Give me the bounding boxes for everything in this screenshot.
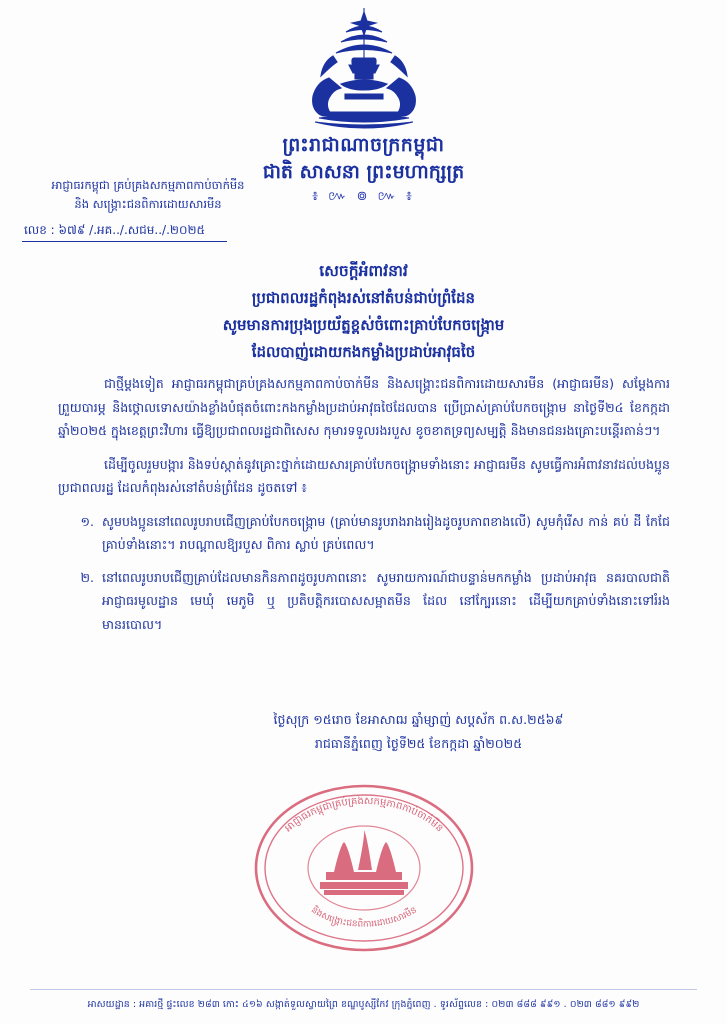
issuer-line-1: អាជ្ញាធរកម្ពុជា គ្រប់គ្រងសកម្មភាពកាប់ចាក់មីន	[51, 178, 245, 192]
appeal-list	[58, 510, 670, 637]
body-paragraph-2: ដើម្បីចូលរួមបង្ការ និងទប់ស្កាត់នូវគ្រោះថ្នាក់ដោយសារគ្រាប់បែកចង្រ្កោមទាំងនោះ អាជ្ញាធរមីន សូមធ្វើការអំពាវនាវដល់បងប្អូនប្រជាពលរដ្ឋ ដែលកំពុងរស់នៅតំបន់ព្រំដែន ដូចតទៅ ៖	[58, 456, 670, 495]
title-line-4: ដែលបាញ់ដោយកងកម្លាំងប្រដាប់អាវុធថៃ	[251, 343, 476, 361]
seal-top-text: អាជ្ញាធរកម្ពុជាគ្រប់គ្រងសកម្មភាពកាប់ចាក់មីន	[282, 795, 445, 835]
list-item-number: ១.	[80, 513, 94, 529]
issuer-underline	[22, 241, 227, 242]
list-item	[58, 510, 670, 557]
seal-bottom-text: និងសង្គ្រោះជនពិការដោយសារមីន	[308, 905, 419, 930]
list-item-text: សូមបងប្អូននៅពេលរូបរាបជើញគ្រាប់បែកចង្រ្កោម (គ្រាប់មានរូបរាងរាងរៀងដូចរូបភាពខាងលើ) សូមកុំរើស កាន់ គប់ ដី កែជែ គ្រាប់ទាំងនោះ។ រាបណ្តាលឱ្យរបួស ពិការ ស្លាប់ គ្រប់ពេល។	[102, 513, 670, 552]
issuer-block	[18, 176, 278, 242]
document-body	[58, 372, 670, 645]
ornament-divider: ៖ ៚ ៙ ៚ ៖	[312, 189, 415, 204]
motto-line: ជាតិ សាសនា ព្រះមហាក្សត្រ	[262, 161, 465, 183]
date-block	[0, 708, 727, 756]
buddhist-date: ថ្ងៃសុក្រ ១៥រោច ខែអាសាឍ ឆ្នាំម្សាញ់ សប្តស័ក ព.ស.២៥៦៩	[273, 712, 564, 727]
emblem-container	[0, 8, 727, 136]
list-item-text: នៅពេលរូបរាបជើញគ្រាប់ដែលមានកិនភាពដូចរូបភាពនោះ សូមរាយការណ៍ជាបន្ទាន់មកកម្លាំង ប្រដាប់អាវុធ នគរបាលជាតិ អាជ្ញាធរមូលដ្ឋាន មេឃុំ មេភូមិ ឬ ប្រតិបត្តិករបោសសម្អាតមីន ដែល នៅក្បែរនោះ ដើម្បីយកគ្រាប់ទាំងនោះទៅរំរងមានរបោល។	[102, 569, 670, 632]
royal-emblem-icon	[289, 8, 439, 136]
document-title	[0, 258, 727, 366]
svg-text:អាជ្ញាធរកម្ពុជាគ្រប់គ្រងសកម្មភ	[283, 795, 445, 834]
body-paragraph-1: ជាថ្មីម្តងទៀត អាជ្ញាធរកម្ពុជាគ្រប់គ្រងសកម្មភាពកាប់ចាក់មីន និងសង្គ្រោះជនពិការដោយសារមីន (អាជ្ញាធរមីន) សម្តែងការព្រួយបារម្ភ និងថ្កោលទោសយ៉ាងខ្លាំងបំផុតចំពោះកងកម្លាំងប្រដាប់អាវុធថៃដែលបាន ប្រើប្រាស់គ្រាប់បែកចង្រ្កោម នាថ្ងៃទី២៤ ខែកក្កដា ឆ្នាំ២០២៥ ក្នុងខេត្តព្រះវិហារ ធ្វើឱ្យប្រជាពលរដ្ឋជាពិសេស កុមារទទួលរងរបួស ខូចខាតទ្រព្យសម្បត្តិ និងមានជនរងគ្រោះបន្តើរតាន់ៗ។	[58, 376, 670, 438]
seal-stamp-icon	[249, 778, 479, 958]
gregorian-date: រាជធានីភ្នំពេញ ថ្ងៃទី២៥ ខែកក្កដា ឆ្នាំ២០២៥	[314, 736, 523, 751]
document-number: លេខ : ៦៧៩ /.អគ../.សជម../.២០២៥	[24, 223, 206, 237]
list-item	[58, 566, 670, 637]
official-seal	[0, 778, 727, 958]
title-line-3: សូមមានការប្រុងប្រយ័ត្នខ្ពស់ចំពោះគ្រាប់បែកចង្រ្កោម	[222, 316, 505, 334]
title-line-2: ប្រជាពលរដ្ឋកំពុងរស់នៅតំបន់ជាប់ព្រំដែន	[251, 289, 476, 307]
list-item-number: ២.	[80, 569, 94, 585]
issuer-line-2: និង សង្គ្រោះជនពិការដោយសារមីន	[74, 197, 222, 211]
kingdom-line: ព្រះរាជាណាចក្រកម្ពុជា	[282, 134, 445, 156]
title-line-1: សេចក្តីអំពាវនាវ	[319, 262, 408, 280]
svg-text:និងសង្គ្រោះជនពិការដោយសារមីន	[309, 904, 419, 930]
footer-address: អាសយដ្ឋាន : អគារថ្មី ផ្ទះលេខ ២៨៣ កោះ ៤១៦ សង្កាត់ទួលស្វាយព្រៃ ខណ្ឌបូស្សីកែវ ក្រុងភ្នំពេញ . ទូរស័ព្ទលេខ : ០២៣ ៨៨៨ ៩៩១ . ០២៣ ៨៨១ ៩៩២	[87, 999, 640, 1010]
footer-divider	[30, 989, 697, 990]
